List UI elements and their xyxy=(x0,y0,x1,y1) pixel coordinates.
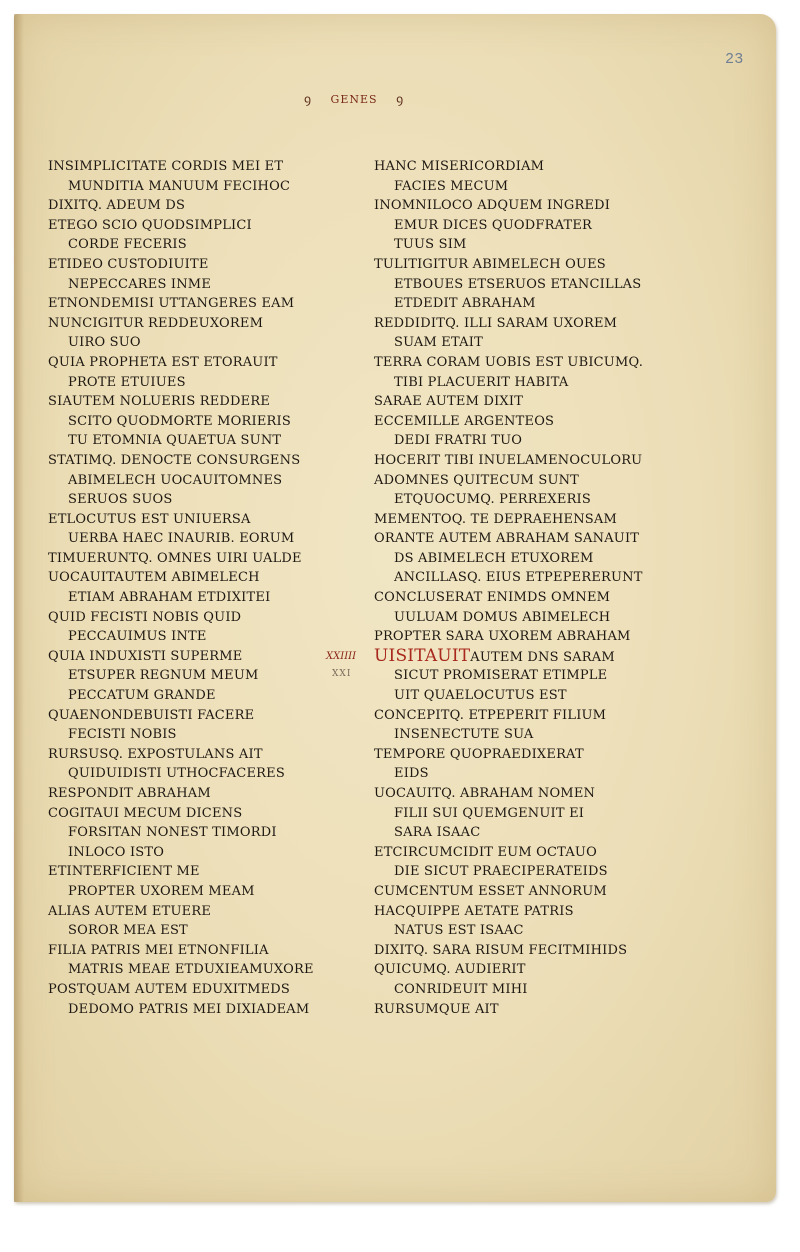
text-line xyxy=(48,177,348,197)
text-line xyxy=(374,804,680,824)
text-line xyxy=(374,627,680,647)
line-text: ETBOUES ETSERUOS ETANCILLAS xyxy=(394,276,642,292)
line-text: PECCATUM GRANDE xyxy=(68,688,216,704)
line-text: EMUR DICES QUODFRATER xyxy=(394,217,593,233)
line-text: ABIMELECH UOCAUITOMNES xyxy=(68,472,283,488)
text-line xyxy=(48,725,348,745)
line-text: MUNDITIA MANUUM FECIHOC xyxy=(68,178,291,194)
text-line xyxy=(48,451,348,471)
text-line xyxy=(374,196,680,216)
line-text: NUNCIGITUR REDDEUXOREM xyxy=(48,315,264,331)
text-line xyxy=(374,294,680,314)
line-text: POSTQUAM AUTEM EDUXITMEDS xyxy=(48,981,291,997)
line-text: DEDOMO PATRIS MEI DIXIADEAM xyxy=(68,1001,310,1017)
text-line xyxy=(48,706,348,726)
text-line xyxy=(374,725,680,745)
text-line xyxy=(48,568,348,588)
line-text: ECCEMILLE ARGENTEOS xyxy=(374,413,555,429)
text-line xyxy=(374,392,680,412)
line-text: ETIAM ABRAHAM ETDIXITEI xyxy=(68,590,271,606)
text-line xyxy=(374,941,680,961)
text-line xyxy=(48,627,348,647)
text-line xyxy=(48,823,348,843)
line-text: QUAENONDEBUISTI FACERE xyxy=(48,707,255,723)
line-text: INSENECTUTE SUA xyxy=(394,727,534,743)
text-line xyxy=(48,157,348,177)
text-line xyxy=(374,549,680,569)
text-line xyxy=(374,275,680,295)
line-text: HANC MISERICORDIAM xyxy=(374,159,545,174)
line-text: INLOCO ISTO xyxy=(68,844,165,860)
right-text-column xyxy=(326,157,680,1019)
line-text: COGITAUI MECUM DICENS xyxy=(48,805,243,821)
text-line xyxy=(374,568,680,588)
line-text: SERUOS SUOS xyxy=(68,492,173,508)
line-text: SARA ISAAC xyxy=(394,825,481,841)
text-line xyxy=(48,353,348,373)
line-text: NATUS EST ISAAC xyxy=(394,923,524,939)
chapter-number-secondary: XXI xyxy=(332,668,352,679)
line-text: ETQUOCUMQ. PERREXERIS xyxy=(394,492,591,508)
line-text: DIE SICUT PRAECIPERATEIDS xyxy=(394,864,608,880)
line-text: DS ABIMELECH ETUXOREM xyxy=(394,550,594,566)
line-text: TUUS SIM xyxy=(394,237,467,253)
line-text: PROPTER SARA UXOREM ABRAHAM xyxy=(374,629,631,645)
line-text: SICUT PROMISERAT ETIMPLE xyxy=(394,668,608,684)
line-text: INOMNILOCO ADQUEM INGREDI xyxy=(374,198,611,214)
text-line xyxy=(48,902,348,922)
text-line xyxy=(48,980,348,1000)
line-text: ETNONDEMISI UTTANGERES EAM xyxy=(48,296,295,312)
text-line xyxy=(48,196,348,216)
line-text: TU ETOMNIA QUAETUA SUNT xyxy=(68,433,282,449)
line-text: QUIDUIDISTI UTHOCFACERES xyxy=(68,766,285,782)
text-line xyxy=(374,353,680,373)
text-line xyxy=(374,823,680,843)
line-text: TEMPORE QUOPRAEDIXERAT xyxy=(374,746,584,762)
text-line xyxy=(374,1000,680,1020)
line-text: CONCLUSERAT ENIMDS OMNEM xyxy=(374,590,611,606)
running-head xyxy=(304,90,404,107)
line-text: QUIA PROPHETA EST ETORAUIT xyxy=(48,354,278,370)
line-text: UOCAUITAUTEM ABIMELECH xyxy=(48,570,260,586)
text-line xyxy=(374,235,680,255)
text-line xyxy=(374,588,680,608)
text-line xyxy=(374,666,680,686)
line-text: FECISTI NOBIS xyxy=(68,727,177,743)
line-text: HOCERIT TIBI INUELAMENOCULORU xyxy=(374,452,643,468)
text-line xyxy=(48,529,348,549)
text-line xyxy=(374,784,680,804)
text-line xyxy=(48,255,348,275)
line-text: TIMUERUNTQ. OMNES UIRI UALDE xyxy=(48,550,302,566)
text-line xyxy=(48,412,348,432)
text-line xyxy=(48,804,348,824)
line-text: CONRIDEUIT MIHI xyxy=(394,981,528,997)
line-text: CORDE FECERIS xyxy=(68,237,187,253)
text-line xyxy=(374,882,680,902)
line-text: ETSUPER REGNUM MEUM xyxy=(68,668,259,684)
running-head-title: GENES xyxy=(330,93,378,106)
line-text: FACIES MECUM xyxy=(394,178,509,194)
text-line xyxy=(48,686,348,706)
text-line xyxy=(374,960,680,980)
line-text: ETDEDIT ABRAHAM xyxy=(394,296,536,312)
manuscript-page xyxy=(14,14,776,1202)
line-text: ANCILLASQ. EIUS ETPEPERERUNT xyxy=(394,570,643,586)
folio-number: 23 xyxy=(725,50,744,67)
text-line xyxy=(48,882,348,902)
line-text: RURSUMQUE AIT xyxy=(374,1001,499,1017)
text-line xyxy=(48,764,348,784)
text-line xyxy=(48,745,348,765)
text-line xyxy=(48,294,348,314)
line-text: RURSUSQ. EXPOSTULANS AIT xyxy=(48,746,263,762)
line-text: TERRA CORAM UOBIS EST UBICUMQ. xyxy=(374,354,644,370)
line-text: AUTEM DNS SARAM xyxy=(470,649,615,665)
text-line xyxy=(48,431,348,451)
line-text: QUID FECISTI NOBIS QUID xyxy=(48,609,242,625)
text-line xyxy=(374,490,680,510)
line-text: SIAUTEM NOLUERIS REDDERE xyxy=(48,394,271,410)
line-text: QUICUMQ. AUDIERIT xyxy=(374,962,526,978)
line-text: FILII SUI QUEMGENUIT EI xyxy=(394,805,585,821)
text-line xyxy=(48,862,348,882)
text-line xyxy=(48,549,348,569)
text-line xyxy=(48,392,348,412)
line-text: ETLOCUTUS EST UNIUERSA xyxy=(48,511,251,527)
running-head-mark-left: ꝯ xyxy=(304,92,313,106)
text-line xyxy=(48,510,348,530)
text-line xyxy=(48,941,348,961)
line-text: UULUAM DOMUS ABIMELECH xyxy=(394,609,611,625)
line-text: SOROR MEA EST xyxy=(68,923,188,939)
line-text: STATIMQ. DENOCTE CONSURGENS xyxy=(48,452,301,468)
left-text-column xyxy=(48,157,348,1019)
text-line xyxy=(374,314,680,334)
line-text: ETIDEO CUSTODIUITE xyxy=(48,256,209,272)
line-text: DEDI FRATRI TUO xyxy=(394,433,523,449)
text-line xyxy=(48,647,348,667)
text-line xyxy=(374,255,680,275)
line-text: UIT QUAELOCUTUS EST xyxy=(394,688,567,704)
line-text: ALIAS AUTEM ETUERE xyxy=(48,903,212,919)
text-line xyxy=(48,235,348,255)
line-text: FILIA PATRIS MEI ETNONFILIA xyxy=(48,942,269,958)
line-text: NEPECCARES INME xyxy=(68,276,212,292)
line-text: EIDS xyxy=(394,766,429,782)
text-line xyxy=(374,862,680,882)
chapter-number: XXIIII xyxy=(326,650,357,662)
line-text: FORSITAN NONEST TIMORDI xyxy=(68,825,277,841)
line-text: SARAE AUTEM DIXIT xyxy=(374,394,524,410)
text-line xyxy=(48,960,348,980)
text-line xyxy=(374,921,680,941)
line-text: UOCAUITQ. ABRAHAM NOMEN xyxy=(374,786,596,801)
text-line xyxy=(48,608,348,628)
text-line xyxy=(374,686,680,706)
text-line xyxy=(374,706,680,726)
text-line xyxy=(48,333,348,353)
text-line xyxy=(48,921,348,941)
text-line xyxy=(48,588,348,608)
text-line xyxy=(374,745,680,765)
line-text: PECCAUIMUS INTE xyxy=(68,629,207,645)
text-line xyxy=(48,490,348,510)
text-line xyxy=(374,529,680,549)
text-line xyxy=(374,216,680,236)
text-line xyxy=(374,177,680,197)
line-text: PROTE ETUIUES xyxy=(68,374,186,390)
text-line xyxy=(48,666,348,686)
text-line xyxy=(374,843,680,863)
line-text: ETCIRCUMCIDIT EUM OCTAUO xyxy=(374,844,597,860)
line-text: INSIMPLICITATE CORDIS MEI ET xyxy=(48,159,284,174)
rubric-initial-text: UISITAUIT xyxy=(374,645,471,666)
text-line xyxy=(374,412,680,432)
text-line xyxy=(374,333,680,353)
line-text: REDDIDITQ. ILLI SARAM UXOREM xyxy=(374,315,618,331)
line-text: MEMENTOQ. TE DEPRAEHENSAM xyxy=(374,511,618,527)
text-line xyxy=(48,216,348,236)
line-text: UIRO SUO xyxy=(68,335,141,351)
line-text: MATRIS MEAE ETDUXIEAMUXORE xyxy=(68,962,314,978)
running-head-mark-right: ꝯ xyxy=(396,92,405,106)
line-text: ETINTERFICIENT ME xyxy=(48,864,200,880)
text-line xyxy=(374,431,680,451)
line-text: ADOMNES QUITECUM SUNT xyxy=(374,472,580,488)
text-line xyxy=(48,1000,348,1020)
line-text: SCITO QUODMORTE MORIERIS xyxy=(68,413,291,429)
text-line xyxy=(374,608,680,628)
line-text: RESPONDIT ABRAHAM xyxy=(48,786,211,801)
text-line xyxy=(374,157,680,177)
line-text: QUIA INDUXISTI SUPERME xyxy=(48,648,243,664)
line-text: ETEGO SCIO QUODSIMPLICI xyxy=(48,217,252,233)
text-line xyxy=(48,275,348,295)
text-line xyxy=(48,373,348,393)
text-line xyxy=(374,373,680,393)
line-text: SUAM ETAIT xyxy=(394,335,483,351)
text-line xyxy=(374,471,680,491)
line-text: DIXITQ. ADEUM DS xyxy=(48,198,186,214)
text-line xyxy=(374,980,680,1000)
line-text: TIBI PLACUERIT HABITA xyxy=(394,374,569,390)
text-line xyxy=(374,902,680,922)
line-text: CONCEPITQ. ETPEPERIT FILIUM xyxy=(374,707,607,723)
text-line xyxy=(48,843,348,863)
line-text: DIXITQ. SARA RISUM FECITMIHIDS xyxy=(374,942,628,958)
text-line xyxy=(374,451,680,471)
line-text: CUMCENTUM ESSET ANNORUM xyxy=(374,883,607,899)
line-text: TULITIGITUR ABIMELECH OUES xyxy=(374,256,606,272)
line-text: ORANTE AUTEM ABRAHAM SANAUIT xyxy=(374,531,640,547)
line-text: HACQUIPPE AETATE PATRIS xyxy=(374,903,574,919)
text-line xyxy=(48,471,348,491)
text-line xyxy=(48,314,348,334)
line-text: UERBA HAEC INAURIB. EORUM xyxy=(68,531,295,547)
text-line xyxy=(48,784,348,804)
text-line xyxy=(374,764,680,784)
text-line xyxy=(374,510,680,530)
line-text: PROPTER UXOREM MEAM xyxy=(68,883,255,899)
